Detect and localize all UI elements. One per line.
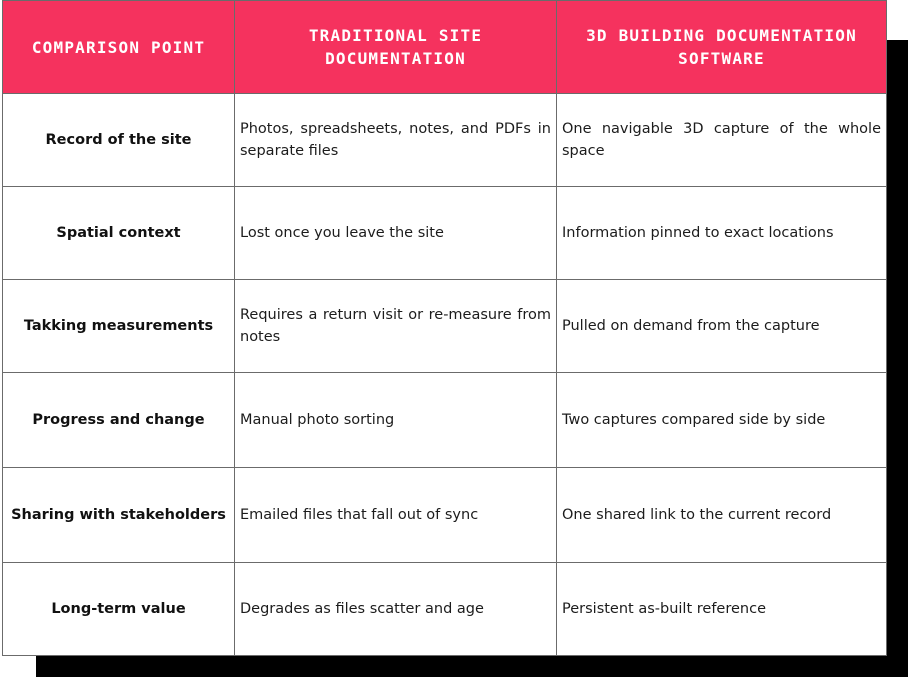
table-row — [3, 280, 887, 373]
traditional-cell: Requires a return visit or re-measure from notes — [235, 280, 557, 373]
traditional-cell: Degrades as files scatter and age — [235, 563, 557, 656]
table-row — [3, 468, 887, 563]
comparison-point-cell: Spatial context — [3, 187, 235, 280]
software-cell: Two captures compared side by side — [557, 373, 887, 468]
comparison-point-cell: Takking measurements — [3, 280, 235, 373]
comparison-point-cell: Record of the site — [3, 94, 235, 187]
table-row — [3, 373, 887, 468]
comparison-table — [2, 0, 887, 656]
table-row — [3, 187, 887, 280]
header-comparison-point: COMPARISON POINT — [3, 1, 235, 94]
software-cell: Persistent as-built reference — [557, 563, 887, 656]
comparison-table-container — [2, 0, 886, 656]
traditional-cell: Photos, spreadsheets, notes, and PDFs in separate files — [235, 94, 557, 187]
software-cell: Pulled on demand from the capture — [557, 280, 887, 373]
software-cell: Information pinned to exact locations — [557, 187, 887, 280]
comparison-point-cell: Long-term value — [3, 563, 235, 656]
traditional-cell: Manual photo sorting — [235, 373, 557, 468]
software-cell: One shared link to the current record — [557, 468, 887, 563]
table-row — [3, 94, 887, 187]
header-row — [3, 1, 887, 94]
comparison-point-cell: Progress and change — [3, 373, 235, 468]
traditional-cell: Emailed files that fall out of sync — [235, 468, 557, 563]
header-traditional-documentation: TRADITIONAL SITE DOCUMENTATION — [235, 1, 557, 94]
software-cell: One navigable 3D capture of the whole space — [557, 94, 887, 187]
comparison-point-cell: Sharing with stakeholders — [3, 468, 235, 563]
table-row — [3, 563, 887, 656]
traditional-cell: Lost once you leave the site — [235, 187, 557, 280]
header-3d-software: 3D BUILDING DOCUMENTATION SOFTWARE — [557, 1, 887, 94]
